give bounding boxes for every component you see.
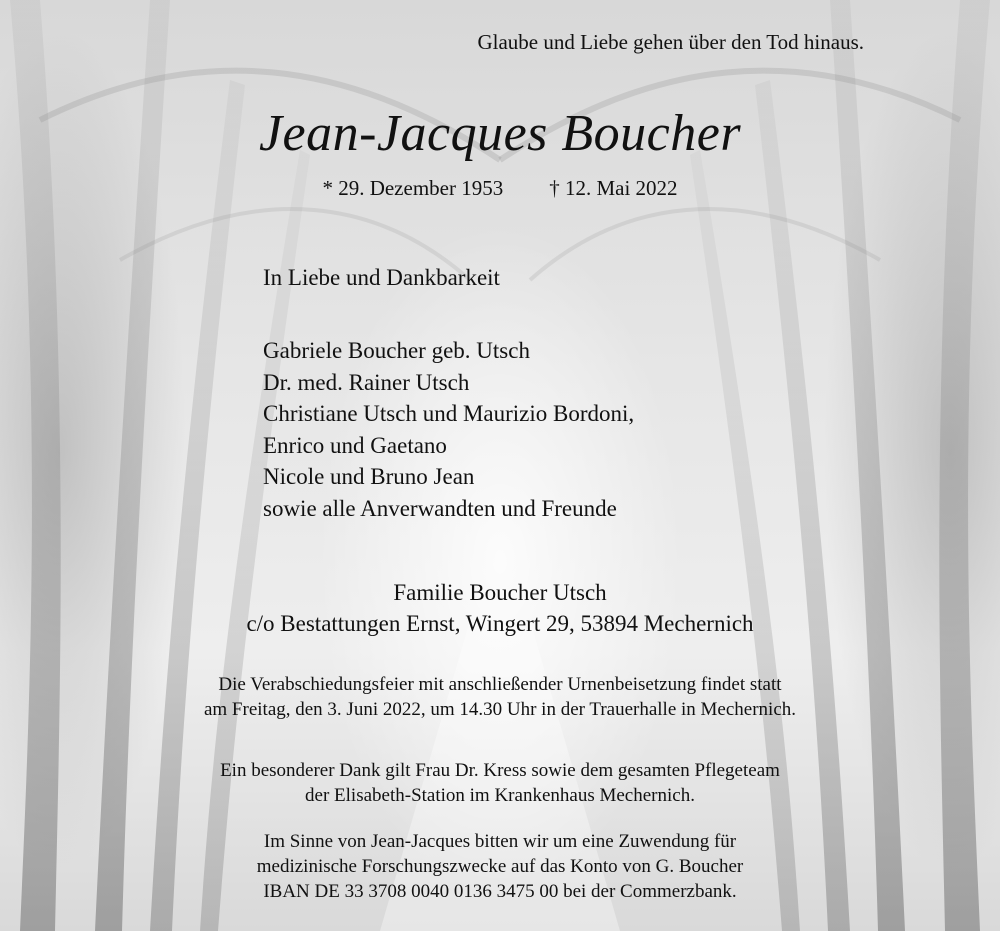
address-line: c/o Bestattungen Ernst, Wingert 29, 53894 Mechernich [246,611,754,636]
deceased-name: Jean-Jacques Boucher [258,105,742,162]
mourner: sowie alle Anverwandten und Freunde [263,495,617,521]
donation-line: Im Sinne von Jean-Jacques bitten wir um eine Zuwendung für [263,831,737,852]
motto: Glaube und Liebe gehen über den Tod hinaus. [477,30,864,54]
mourner: Dr. med. Rainer Utsch [263,369,470,395]
gratitude-line: Ein besonderer Dank gilt Frau Dr. Kress sowie dem gesamten Pflegeteam [220,760,780,781]
ceremony-line: am Freitag, den 3. Juni 2022, um 14.30 Uhr in der Trauerhalle in Mechernich. [203,699,797,720]
donation-line: IBAN DE 33 3708 0040 0136 3475 00 bei der Commerzbank. [263,881,737,902]
mourner: Enrico und Gaetano [263,432,447,458]
gratitude-line: der Elisabeth-Station im Krankenhaus Mechernich. [305,785,695,806]
thanks-line: In Liebe und Dankbarkeit [263,265,500,290]
mourner: Christiane Utsch und Maurizio Bordoni, [263,401,635,426]
birth-date: * 29. Dezember 1953 [322,176,504,200]
ceremony-info [0,672,1000,722]
mourner: Gabriele Boucher geb. Utsch [263,338,530,363]
ceremony-line: Die Verabschiedungsfeier mit anschließender Urnenbeisetzung findet statt [218,674,782,695]
contact-address [0,577,1000,639]
donation-line: medizinische Forschungszwecke auf das Konto von G. Boucher [256,856,744,877]
mourners-list [263,335,634,524]
death-date: † 12. Mai 2022 [549,176,678,200]
gratitude-note [0,758,1000,808]
donation-request [0,829,1000,904]
mourner: Nicole und Bruno Jean [263,464,475,489]
life-dates [0,176,1000,201]
address-line: Familie Boucher Utsch [393,580,607,605]
